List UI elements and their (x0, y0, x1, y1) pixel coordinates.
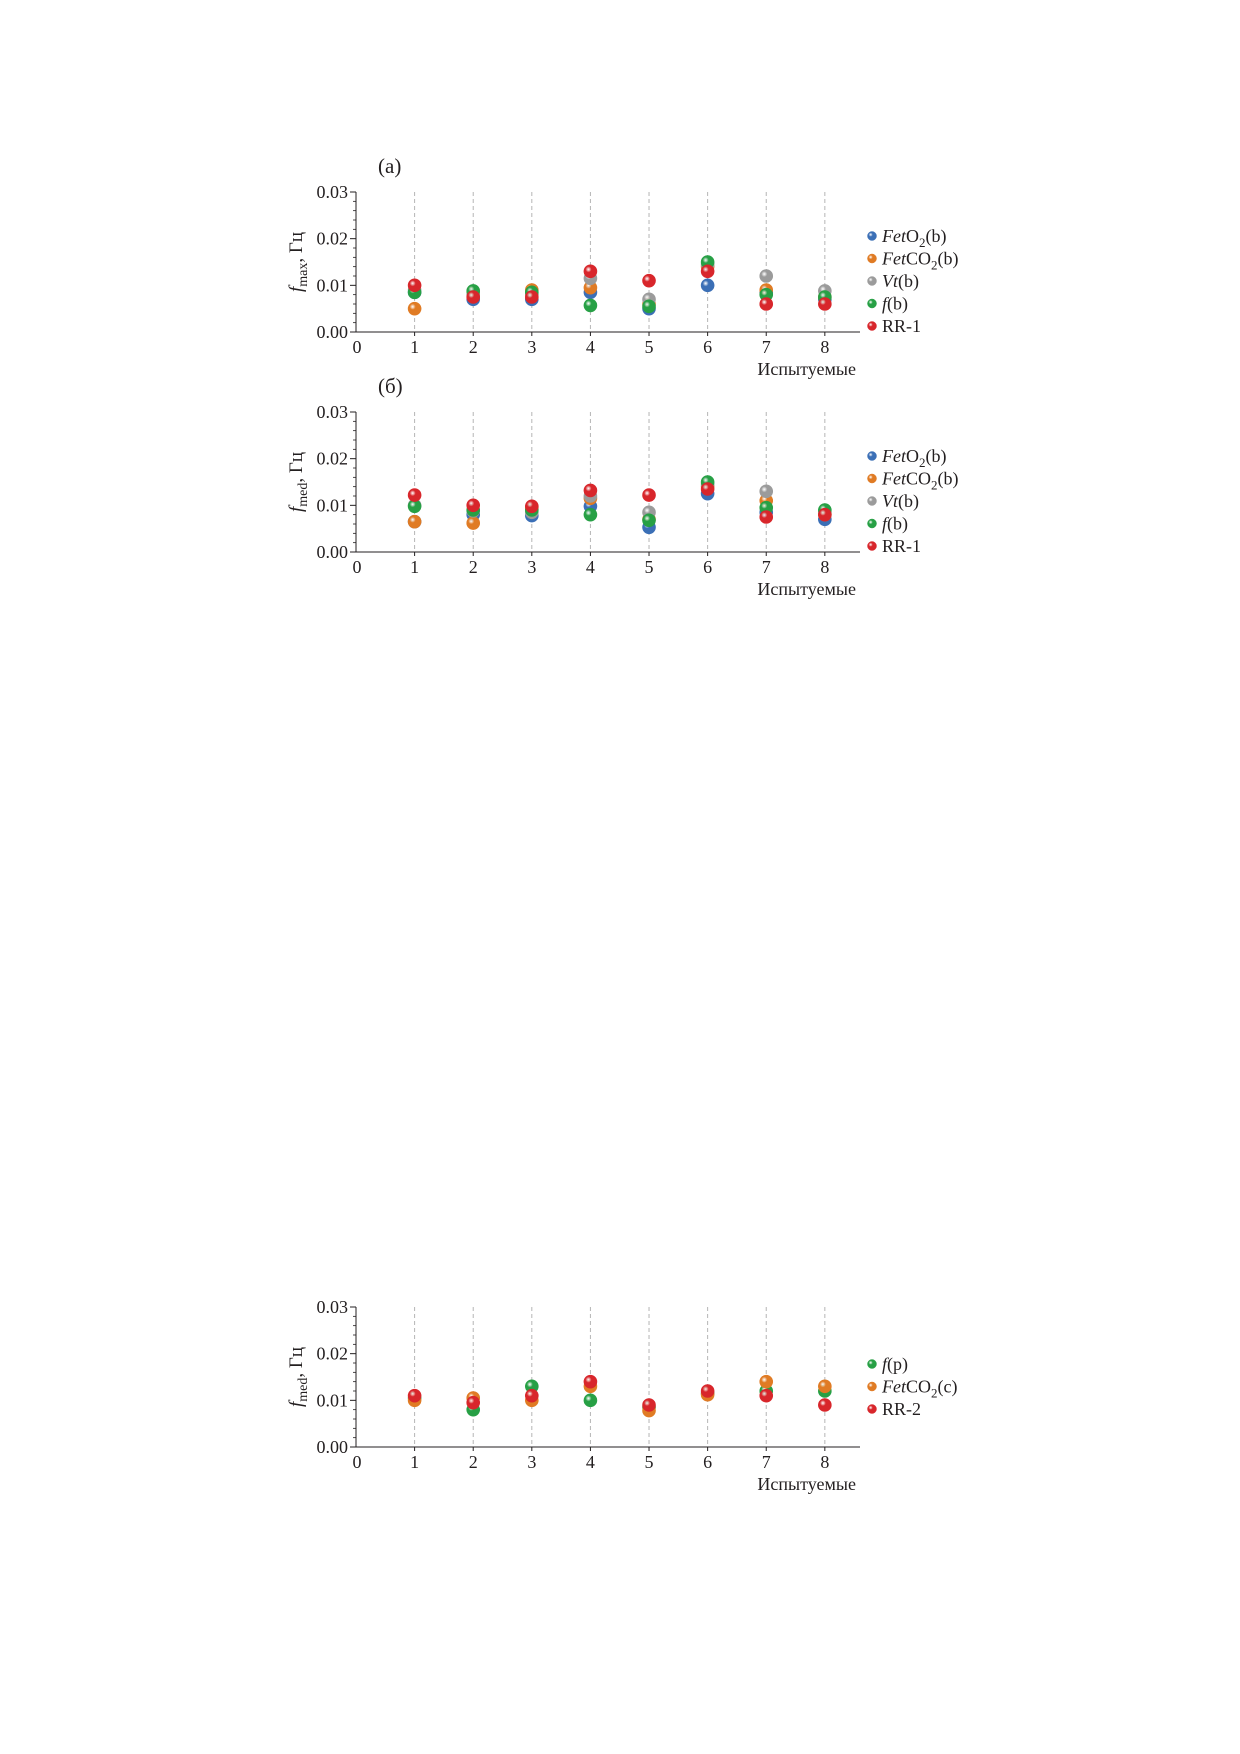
x-tick-label: 7 (761, 557, 771, 577)
x-axis-label: Испытуемые (757, 359, 856, 379)
legend-label: FetCO$_2$(b) (882, 248, 959, 273)
data-point (408, 1389, 421, 1402)
x-tick-label: 5 (644, 1452, 654, 1472)
legend-marker (868, 232, 877, 241)
y-axis-label: $f_{med}$, Гц (286, 1346, 311, 1408)
data-point (467, 499, 480, 512)
data-point (584, 1394, 597, 1407)
panel-label: (а) (378, 154, 402, 178)
y-axis-label: $f_{max}$, Гц (286, 231, 311, 293)
legend-label: Vt(b) (882, 271, 919, 291)
data-point (643, 274, 656, 287)
y-tick-label: 0.02 (316, 1343, 348, 1364)
x-tick-label: 6 (703, 1452, 713, 1472)
x-tick-label: 7 (761, 337, 771, 357)
chart-b (0, 360, 1240, 599)
legend-marker (868, 497, 877, 506)
data-point (701, 265, 714, 278)
chart-a (0, 140, 1240, 379)
data-point (467, 1396, 480, 1409)
legend-label: RR-1 (882, 316, 922, 336)
data-point (760, 1389, 773, 1402)
x-tick-label: 4 (585, 557, 595, 577)
legend-marker (868, 254, 877, 263)
data-point (701, 483, 714, 496)
data-point (525, 500, 538, 513)
legend-label: FetO$_2$(b) (882, 226, 947, 250)
data-point (760, 270, 773, 283)
legend-label: f(b) (882, 513, 909, 534)
data-point (408, 279, 421, 292)
legend-marker (868, 1382, 877, 1391)
y-tick-label: 0.01 (316, 275, 348, 296)
legend-label: f(b) (882, 293, 909, 314)
x-tick-label: 8 (820, 1452, 830, 1472)
y-tick-label: 0.01 (316, 1390, 348, 1411)
x-tick-label: 1 (410, 557, 420, 577)
data-point (467, 517, 480, 530)
x-tick-label: 0 (352, 337, 362, 357)
x-tick-label: 0 (352, 1452, 362, 1472)
data-point (643, 489, 656, 502)
x-tick-label: 2 (468, 557, 478, 577)
y-tick-label: 0.00 (316, 322, 348, 342)
data-point (643, 1399, 656, 1412)
x-tick-label: 4 (585, 1452, 595, 1472)
x-tick-label: 6 (703, 337, 713, 357)
legend-label: RR-1 (882, 536, 922, 556)
legend-marker (868, 1405, 877, 1414)
data-point (584, 299, 597, 312)
data-point (467, 291, 480, 304)
data-point (584, 484, 597, 497)
x-tick-label: 5 (644, 557, 654, 577)
data-point (408, 515, 421, 528)
y-tick-label: 0.03 (316, 182, 348, 202)
y-tick-label: 0.03 (316, 1297, 348, 1317)
data-point (760, 298, 773, 311)
y-axis-label: $f_{med}$, Гц (286, 451, 311, 513)
data-point (760, 511, 773, 524)
x-tick-label: 8 (820, 557, 830, 577)
data-point (818, 298, 831, 311)
x-tick-label: 3 (527, 557, 537, 577)
legend-label: FetCO$_2$(c) (882, 1376, 958, 1401)
y-tick-label: 0.02 (316, 228, 348, 249)
data-point (701, 279, 714, 292)
x-axis-label: Испытуемые (757, 1474, 856, 1494)
y-tick-label: 0.01 (316, 495, 348, 516)
panel-label: (б) (378, 374, 403, 398)
y-tick-label: 0.03 (316, 402, 348, 422)
x-axis-label: Испытуемые (757, 579, 856, 599)
data-point (408, 489, 421, 502)
x-tick-label: 0 (352, 557, 362, 577)
legend-marker (868, 474, 877, 483)
data-point (584, 1375, 597, 1388)
legend-label: RR-2 (882, 1399, 922, 1419)
data-point (584, 508, 597, 521)
chart-a-svg (0, 140, 1240, 379)
data-point (760, 485, 773, 498)
x-tick-label: 1 (410, 1452, 420, 1472)
y-tick-label: 0.00 (316, 1437, 348, 1457)
chart-c (0, 1255, 1240, 1494)
data-point (701, 1385, 714, 1398)
legend-label: Vt(b) (882, 491, 919, 511)
data-point (525, 1389, 538, 1402)
legend-marker (868, 299, 877, 308)
x-tick-label: 1 (410, 337, 420, 357)
y-tick-label: 0.02 (316, 448, 348, 469)
data-point (584, 265, 597, 278)
data-point (643, 514, 656, 527)
legend-marker (868, 1360, 877, 1369)
x-tick-label: 2 (468, 1452, 478, 1472)
x-tick-label: 3 (527, 1452, 537, 1472)
legend-label: FetO$_2$(b) (882, 446, 947, 470)
legend-marker (868, 519, 877, 528)
data-point (408, 302, 421, 315)
legend-marker (868, 322, 877, 331)
legend-label: f(p) (882, 1354, 909, 1374)
data-point (760, 1375, 773, 1388)
data-point (643, 300, 656, 313)
chart-b-svg (0, 360, 1240, 599)
y-tick-label: 0.00 (316, 542, 348, 562)
x-tick-label: 4 (585, 337, 595, 357)
x-tick-label: 2 (468, 337, 478, 357)
legend-marker (868, 277, 877, 286)
x-tick-label: 5 (644, 337, 654, 357)
x-tick-label: 6 (703, 557, 713, 577)
data-point (525, 291, 538, 304)
x-tick-label: 3 (527, 337, 537, 357)
x-tick-label: 8 (820, 337, 830, 357)
data-point (818, 1399, 831, 1412)
legend-marker (868, 542, 877, 551)
chart-c-svg (0, 1255, 1240, 1494)
legend-marker (868, 452, 877, 461)
legend-label: FetCO$_2$(b) (882, 468, 959, 493)
data-point (818, 508, 831, 521)
x-tick-label: 7 (761, 1452, 771, 1472)
data-point (818, 1380, 831, 1393)
